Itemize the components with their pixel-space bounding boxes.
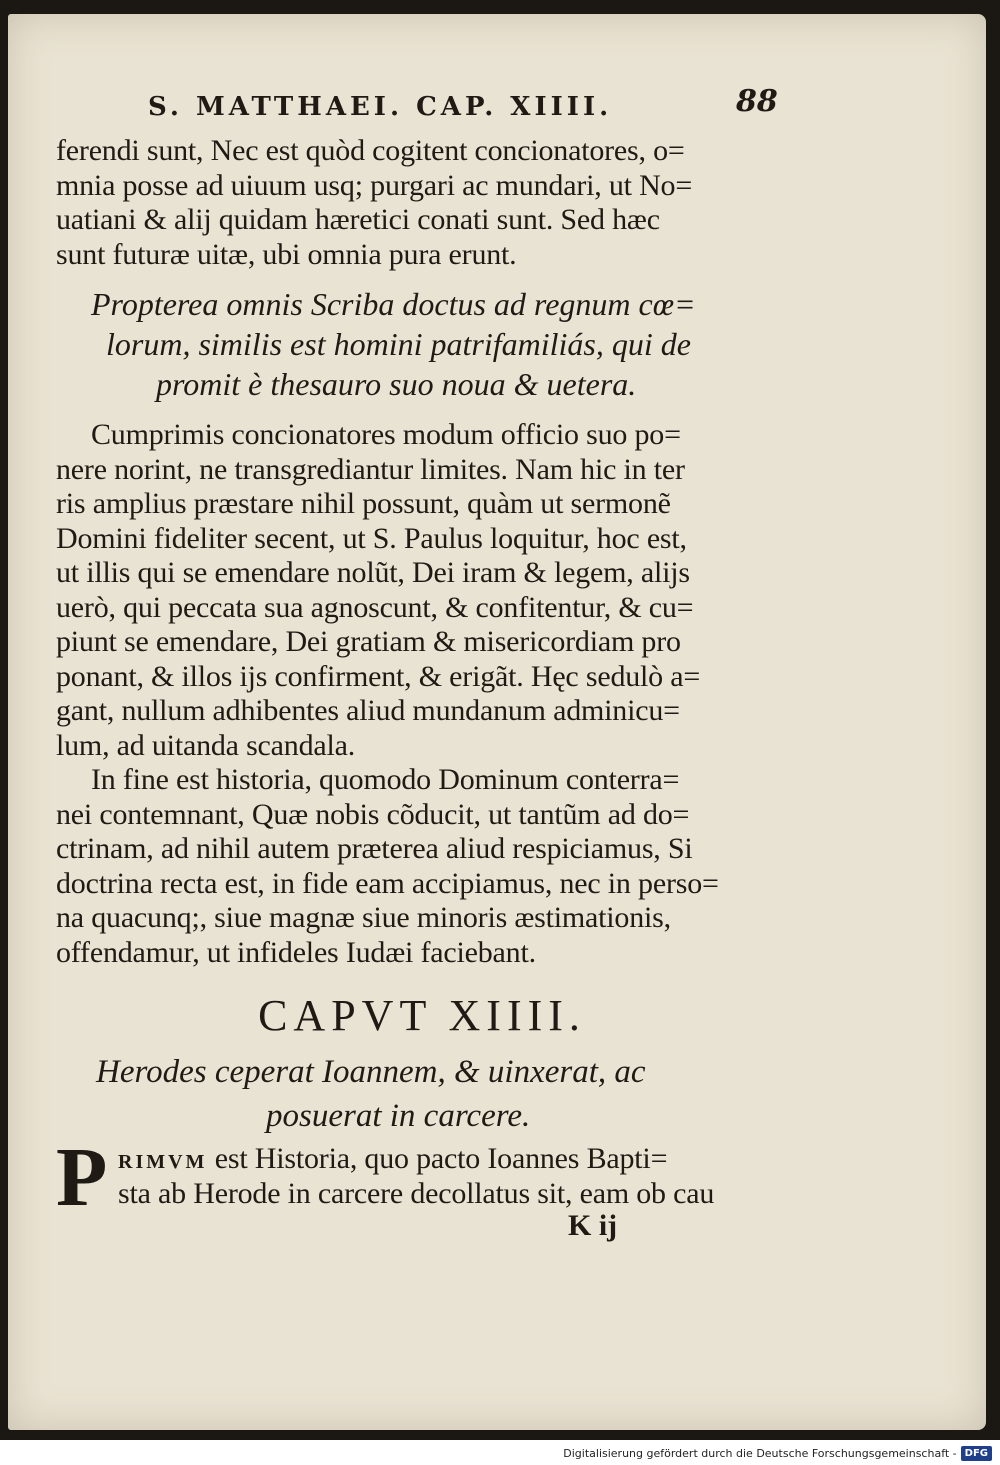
chapter-incipit xyxy=(56,1050,768,1138)
paragraph-3 xyxy=(56,763,768,970)
text-line: na quacunq;, siue magnæ siue minoris æstimationis, xyxy=(56,901,671,934)
text-line: ris amplius præstare nihil possunt, quàm ut sermonẽ xyxy=(56,487,671,520)
text-line: Cumprimis concionatores modum officio suo po= xyxy=(91,418,681,451)
text-line: ut illis qui se emendare nolũt, Dei iram & legem, alijs xyxy=(56,556,690,589)
paragraph-2 xyxy=(56,418,768,763)
text-line: nere norint, ne transgrediantur limites. Nam hic in ter xyxy=(56,452,685,486)
folio-number: 88 xyxy=(736,84,778,119)
text-line xyxy=(56,1142,768,1177)
text-line: ponant, & illos ijs confirment, & erigãt. Hęc sedulò a= xyxy=(56,659,701,693)
text-line: uatiani & alij quidam hæretici conati sunt. Sed hæc xyxy=(56,203,660,236)
quote-line: lorum, similis est homini patrifamiliás, qui de xyxy=(106,326,691,362)
text-line: sunt futuræ uitæ, ubi omnia pura erunt. xyxy=(56,237,517,271)
paragraph-4 xyxy=(56,1131,768,1224)
chapter-heading: CAPVT XIIII. xyxy=(258,991,586,1040)
small-caps-word: RIMVM xyxy=(118,1151,208,1173)
text-line: offendamur, ut infideles Iudæi faciebant. xyxy=(56,935,536,969)
text-line: ctrinam, ad nihil autem præterea aliud respiciamus, Si xyxy=(56,832,693,865)
text-line: In fine est historia, quomodo Dominum conterra= xyxy=(91,763,680,796)
running-header xyxy=(56,74,778,134)
text-line: Domini fideliter secent, ut S. Paulus loquitur, hoc est, xyxy=(56,521,687,555)
text-line: mnia posse ad uiuum usq; purgari ac mundari, ut No= xyxy=(56,168,693,202)
text-line: gant, nullum adhibentes aliud mundanum adminicu= xyxy=(56,694,680,727)
drop-initial: P xyxy=(56,1131,108,1224)
book-page xyxy=(8,14,986,1430)
signature-mark: K ij xyxy=(568,1209,618,1242)
quote-line: Propterea omnis Scriba doctus ad regnum cœ= xyxy=(91,286,696,322)
text-block xyxy=(56,74,778,1224)
quote-line: promit è thesauro suo noua & uetera. xyxy=(156,366,637,402)
incipit-line: Herodes ceperat Ioannem, & uinxerat, ac xyxy=(96,1054,646,1090)
text-line: nei contemnant, Quæ nobis cõducit, ut tantũm ad do= xyxy=(56,797,690,831)
text-line: piunt se emendare, Dei gratiam & misericordiam pro xyxy=(56,625,681,658)
running-head: S. MATTHAEI. CAP. XIIII. xyxy=(148,92,613,122)
text-line: ferendi sunt, Nec est quòd cogitent concionatores, o= xyxy=(56,134,685,167)
text-line: lum, ad uitanda scandala. xyxy=(56,728,356,762)
text-run: est Historia, quo pacto Ioannes Bapti= xyxy=(207,1142,668,1175)
text-line: doctrina recta est, in fide eam accipiamus, nec in perso= xyxy=(56,866,719,900)
footer-credit xyxy=(560,1442,1000,1464)
scripture-quote xyxy=(56,284,768,404)
dfg-logo: DFG xyxy=(961,1446,992,1461)
text-line: sta ab Herode in carcere decollatus sit, eam ob cau xyxy=(118,1176,715,1210)
paragraph-1 xyxy=(56,134,768,272)
incipit-line: posuerat in carcere. xyxy=(266,1098,531,1134)
credit-text: Digitalisierung gefördert durch die Deutsche Forschungsgemeinschaft - xyxy=(563,1446,957,1460)
text-line: uerò, qui peccata sua agnoscunt, & confitentur, & cu= xyxy=(56,590,694,624)
